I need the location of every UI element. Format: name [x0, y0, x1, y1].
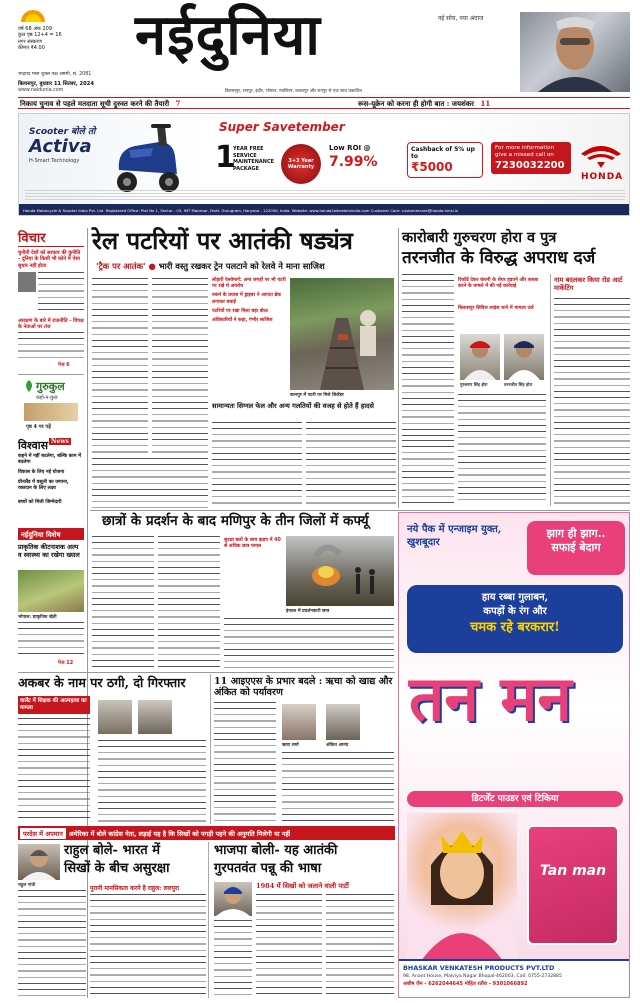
- missed-call-phone[interactable]: 7230032200: [495, 160, 565, 171]
- lead-text-col-3: [212, 422, 302, 508]
- akbar-headline: अकबर के नाम पर ठगी, दो गिरफ्तार: [18, 675, 186, 690]
- bjp-leader-photo: [214, 882, 252, 916]
- vishesh-photo: [18, 570, 84, 612]
- akbar-story[interactable]: [18, 674, 208, 824]
- horo-text-col-2: [458, 394, 546, 504]
- honda-ad-footer: Honda Motorcycle & Scooter India Pvt. Ltd. Registered Office: Plot No 1, Sector - 03, IMT Manesar, Distt. Gurugram, Haryana - 122050, India. Website: www.honda2wheelersindia.com Customer Care: customercare@honda.hmsi.in: [19, 204, 630, 216]
- rahul-subhead: पुरानी मानसिकता करने है राहुल: ललपुरा: [90, 885, 180, 892]
- gurukul-photo: [24, 403, 78, 421]
- column-divider: [208, 842, 209, 998]
- gurukul-box[interactable]: [18, 374, 84, 434]
- honda-fine-print: [25, 190, 625, 200]
- lead-bullet: पटरियों पर रखा मिला बड़ा बोल्ट: [212, 308, 269, 314]
- roi-label: Low ROI @: [329, 144, 371, 152]
- cashback-label: Cashback of 5% up to: [411, 146, 475, 160]
- bjp-text-col-2: [326, 894, 394, 996]
- horo-text-col-3: [402, 440, 454, 504]
- safai-banner: [407, 585, 623, 653]
- safai-banner-line-2: कपड़ों के रंग और: [483, 606, 547, 617]
- ias-story[interactable]: [214, 674, 395, 824]
- gurukul-label: गुरुकुल: [36, 380, 65, 393]
- vishwas-label-text: विश्वास: [18, 439, 49, 452]
- rahul-photo-caption: राहुल गांधी: [18, 883, 36, 888]
- honda-ad-tech: H-Smart Technology: [29, 158, 80, 164]
- safai-phone[interactable]: अशीष जैन - 6262044645 मोहित रतौरा - 9301066892: [403, 981, 528, 987]
- lead-bullet: रुकने के प्रयास में ड्राइवर ने आपात ब्रेक लगाकर बचाई: [212, 293, 281, 305]
- honda-ad-campaign-text: Super Savetember: [219, 120, 345, 134]
- rahul-photo: [18, 844, 60, 880]
- vishwas-news-tag: News: [51, 438, 69, 445]
- free-service-text: YEAR FREE SERVICE MAINTENANCE PACKAGE: [233, 146, 275, 172]
- safai-ad[interactable]: [398, 512, 630, 998]
- masthead: [0, 0, 640, 98]
- bjp-story[interactable]: [212, 842, 395, 998]
- teaser-left-text: निकाय चुनाव से पहले मतदाता सूची दुरुस्त करने की तैयारी: [20, 99, 170, 108]
- vichar-page-ref[interactable]: पेज 6: [58, 362, 70, 368]
- column-divider: [210, 674, 211, 824]
- bjp-text-col-0: [214, 920, 252, 996]
- pardesh-banner-text: अमेरिका में बोले कांग्रेस नेता, लड़ाई यह है कि सिखों को पगड़ी पहने की अनुमति मिलेगी या नहीं: [68, 829, 291, 838]
- honda-logo-text: HONDA: [581, 172, 624, 182]
- ias-text-col-1: [214, 702, 276, 822]
- lead-subhead-2: सामान्यतः सिग्नल फेल और अन्य गलतियों की वजह से होते हैं हादसे: [212, 402, 374, 410]
- section-rule: [90, 510, 630, 511]
- lead-text-col-5: [92, 458, 208, 508]
- akbar-text-col-1: [18, 718, 90, 822]
- safai-badge: [527, 521, 625, 575]
- scooter-image-icon: [107, 120, 187, 198]
- safai-top-text: नये पैक में एन्जाइम युक्त, खुशबूदार: [407, 524, 502, 548]
- vishwas-item-2[interactable]: विकास के लिए नई योजना: [18, 470, 65, 475]
- bjp-headline-line-1: भाजपा बोली- यह आतंकी: [214, 843, 338, 858]
- teaser-strip: [18, 97, 630, 109]
- vishesh-page-ref[interactable]: पेज 12: [58, 660, 74, 666]
- vishwas-item-3[interactable]: ग्रीनलैंड में वसूली का जमाना, रक्तदान के लिए लक्ष्य: [18, 480, 69, 492]
- honda-ad[interactable]: [18, 113, 630, 216]
- ias-headline: 11 आइएएस के प्रभार बदले : ऋचा को खाद्य और अंकित को पर्यावरण: [214, 676, 393, 699]
- lead-text-col-4: [306, 422, 396, 508]
- honda-ad-scooter-label: Scooter बोले तो: [29, 127, 96, 137]
- honda-ad-model: Activa: [29, 136, 92, 157]
- masthead-tagline: नई सोच, नया अंदाज: [438, 15, 484, 22]
- lead-subhead: [96, 261, 325, 272]
- ias-photo-2: [326, 704, 360, 740]
- gurukul-sub: कहो-न-कुछ: [36, 395, 58, 401]
- safai-footer: [399, 959, 630, 998]
- teaser-left[interactable]: [20, 99, 180, 109]
- teaser-left-page: 7: [175, 99, 181, 108]
- lead-bullets: [212, 278, 286, 324]
- cashback-box: [407, 142, 483, 178]
- horo-text-col-1: [402, 274, 454, 436]
- lead-subhead-red: 'ट्रैक पर आतंक': [96, 261, 146, 271]
- vishwas-item-1[interactable]: कहने में नहीं बदलेगा, बल्कि काम में बदलेगा: [18, 454, 82, 466]
- lead-text-col-2: [152, 278, 208, 454]
- rahul-story[interactable]: [18, 842, 206, 998]
- lead-story[interactable]: [90, 228, 396, 506]
- vishesh-text: [18, 622, 84, 658]
- lead-photo-caption: कानपुर में पटरी पर मिले सिलेंडर: [290, 393, 344, 398]
- author-photo: [18, 272, 36, 292]
- safai-banner-line-1: हाय रब्बा गुलाबन,: [481, 592, 549, 603]
- ias-photo-1: [282, 704, 316, 740]
- masthead-title: नईदुनिया: [135, 2, 321, 68]
- horo-photo-2-caption: तरनजीत सिंह होरा: [504, 382, 533, 387]
- lead-photo: [290, 278, 394, 390]
- akbar-text-col-2: [98, 740, 206, 822]
- lead-headline: रेल पटरियों पर आतंकी षड्यंत्र: [92, 226, 353, 255]
- rahul-headline-line-2: सिखों के बीच असुरक्षा: [64, 861, 170, 876]
- honda-ad-campaign: [219, 120, 345, 134]
- vichar-item-1[interactable]: चुनौती देशों को सरकार की कुनीति - दुनिया के किसी भी कोने में ऐसा सुधार नहीं होता: [18, 250, 81, 269]
- column-divider: [398, 228, 399, 508]
- section-rule: [18, 672, 395, 673]
- horo-bullet-2: बिलासपुर सिविल लाइंस थाने में मामला दर्ज: [458, 306, 534, 311]
- vichar-item-2[interactable]: आरक्षण के बारे में राजनीति - विपक्ष के नेताओं पर तंज: [18, 318, 84, 331]
- teaser-right[interactable]: [358, 99, 490, 109]
- issue-info: [18, 26, 108, 52]
- ias-photo-1-caption: ऋचा शर्मा: [282, 743, 299, 748]
- safai-address: 98, Anant House, Malviya Nagar Bhopal-462003, Call: 0755-2732885: [403, 974, 562, 979]
- issue-info-line: कुल पृष्ठ 12+4 = 16: [18, 32, 62, 39]
- free-service-box: [215, 142, 277, 186]
- akbar-kicker: वालेंट में शिक्षक की आत्महत्या का मामला: [18, 696, 90, 714]
- akbar-photo-2: [138, 700, 172, 734]
- horo-bullet-1: रिकॉर्ड देकर कंपनी के शेयर हड़पने और कब्जा करने के मामले में की गई कार्रवाई: [458, 278, 539, 290]
- ias-text-col-2: [282, 752, 394, 822]
- free-service-number: 1: [215, 140, 236, 175]
- editions-line: बिलासपुर, रायपुर, इंदौर, भोपाल, ग्वालियर, जबलपुर और रायपुर से एक साथ प्रकाशित: [225, 89, 363, 94]
- lead-subhead-dot: ●: [148, 261, 156, 271]
- teaser-right-text: रूस-यूक्रेन को करना ही होगी बात : जयशंकर: [358, 99, 475, 108]
- issue-info-line: वर्ष 68 अंक 209: [18, 26, 53, 32]
- pardesh-banner: [18, 826, 395, 840]
- horo-photo-1: [460, 334, 500, 380]
- horo-story[interactable]: [402, 228, 630, 508]
- safai-banner-line-3: चमक रहे बरकरार!: [470, 620, 560, 635]
- manipur-photo-caption: इंफाल में प्रदर्शनकारी छात्र: [286, 609, 330, 614]
- manipur-text-col-3: [224, 618, 394, 668]
- gurukul-page-ref: पृष्ठ 4 पर पढ़ें: [26, 424, 52, 430]
- lead-bullet: अधिकारियों ने कहा, गंभीर साजिश: [212, 318, 273, 324]
- vichar-label: विचार: [18, 231, 46, 246]
- horo-side-text: [554, 298, 630, 504]
- safai-badge-text: झाग ही झाग.. सफाई बेदाग: [546, 527, 606, 554]
- safai-product-line: डिटर्जेंट पाउडर एवं टिकिया: [407, 791, 623, 807]
- lead-text-col-1: [92, 278, 148, 454]
- manipur-text-col-2: [158, 536, 220, 668]
- rahul-headline-line-1: राहुल बोले- भारत में: [64, 843, 160, 858]
- manipur-bullet: सुरक्षा बलों के साथ झड़प में 40 से अधिक छात्र घायल: [224, 538, 281, 550]
- pardesh-banner-label: परदेस में अपमान: [20, 828, 66, 839]
- akbar-photo-1: [98, 700, 132, 734]
- horo-side-divider: [550, 274, 551, 506]
- vichar-text: [38, 272, 84, 312]
- issue-info-line: नगर संस्करण: [18, 38, 43, 45]
- calendar-line: भाद्रपद मास शुक्ल पक्ष अष्टमी, सं. 2081: [18, 72, 92, 77]
- cashback-value: ₹5000: [411, 160, 453, 174]
- vichar-rule: [18, 246, 84, 247]
- rahul-text-col-1: [18, 890, 86, 996]
- safai-pack-text: Tan man: [539, 863, 607, 879]
- safai-girl-photo: [407, 813, 517, 961]
- warranty-text: 3+3 Year Warranty: [287, 158, 315, 170]
- safai-pack-image: [527, 825, 619, 945]
- manipur-photo: [286, 536, 394, 606]
- bjp-text-col-1: [256, 894, 322, 996]
- naidunia-vishesh-label: नईदुनिया विशेष: [18, 528, 84, 540]
- lead-bullet: लोहारी रेलवेमार्ग: अन्य जगहों पर भी पटरी पर रखे थे अवरोध: [212, 278, 286, 290]
- lead-subhead-black: भारी वस्तु रखकर ट्रेन पलटाने को रेलवे ने माना साजिश: [158, 261, 325, 271]
- date-line: बिलासपुर, बुधवार 11 सितंबर, 2024: [18, 81, 94, 87]
- manipur-headline: छात्रों के प्रदर्शन के बाद मणिपुर के तीन जिलों में कर्फ्यू: [102, 513, 369, 529]
- vishesh-caption: भोपाल: प्राकृतिक खेती: [18, 615, 57, 620]
- vichar-text-2: [18, 332, 84, 362]
- horo-photo-2: [504, 334, 544, 380]
- ias-photo-2-caption: अंकित आनंद: [326, 743, 349, 748]
- manipur-text-col-1: [92, 536, 154, 668]
- horo-headline-line-1: कारोबारी गुरुचरण होरा व पुत्र: [402, 229, 557, 246]
- issue-info-line: कीमत ₹4.00: [18, 45, 45, 52]
- horo-photo-1-caption: गुरुचरण सिंह होरा: [460, 382, 488, 387]
- horo-headline-line-2: तरनजीत के विरुद्ध अपराध दर्ज: [402, 248, 596, 268]
- safai-company: BHASKAR VENKATESH PRODUCTS PVT.LTD: [403, 964, 555, 972]
- warranty-badge: [281, 144, 321, 184]
- teaser-right-page: 11: [480, 99, 491, 108]
- vishwas-item-4[interactable]: बच्चों को मिली जिम्मेदारी: [18, 500, 62, 505]
- bjp-headline-line-2: गुरपतवंत पन्नू की भाषा: [214, 861, 322, 876]
- vishwas-box: [18, 438, 84, 524]
- gurukul-leaf-icon: [22, 379, 36, 393]
- website-link[interactable]: www.naidunia.com: [18, 88, 64, 93]
- manipur-story[interactable]: [90, 512, 395, 670]
- rahul-text-col-2: [90, 894, 206, 996]
- roi-value: 7.99%: [329, 154, 378, 170]
- portrait-photo: [520, 12, 630, 92]
- sun-logo-icon: [18, 6, 48, 24]
- missed-call-label: For more information give a missed call on: [495, 145, 555, 158]
- vishesh-headline[interactable]: प्राकृतिक कीटनाशक अल्प व स्वास्थ्य का रखेगा ख्याल: [18, 543, 80, 559]
- honda-wing-logo-icon: [579, 140, 623, 170]
- safai-brand: तन मन: [409, 662, 572, 735]
- horo-side-headline[interactable]: नाम बदलकर किया रोड आर्ट मार्केटिंग: [554, 276, 623, 292]
- missed-call-box: [491, 142, 571, 174]
- vishwas-label: [18, 438, 71, 453]
- roi-box: [329, 144, 401, 170]
- bjp-quote: 1984 में सिखों को जलाने वाली पार्टी: [256, 882, 349, 890]
